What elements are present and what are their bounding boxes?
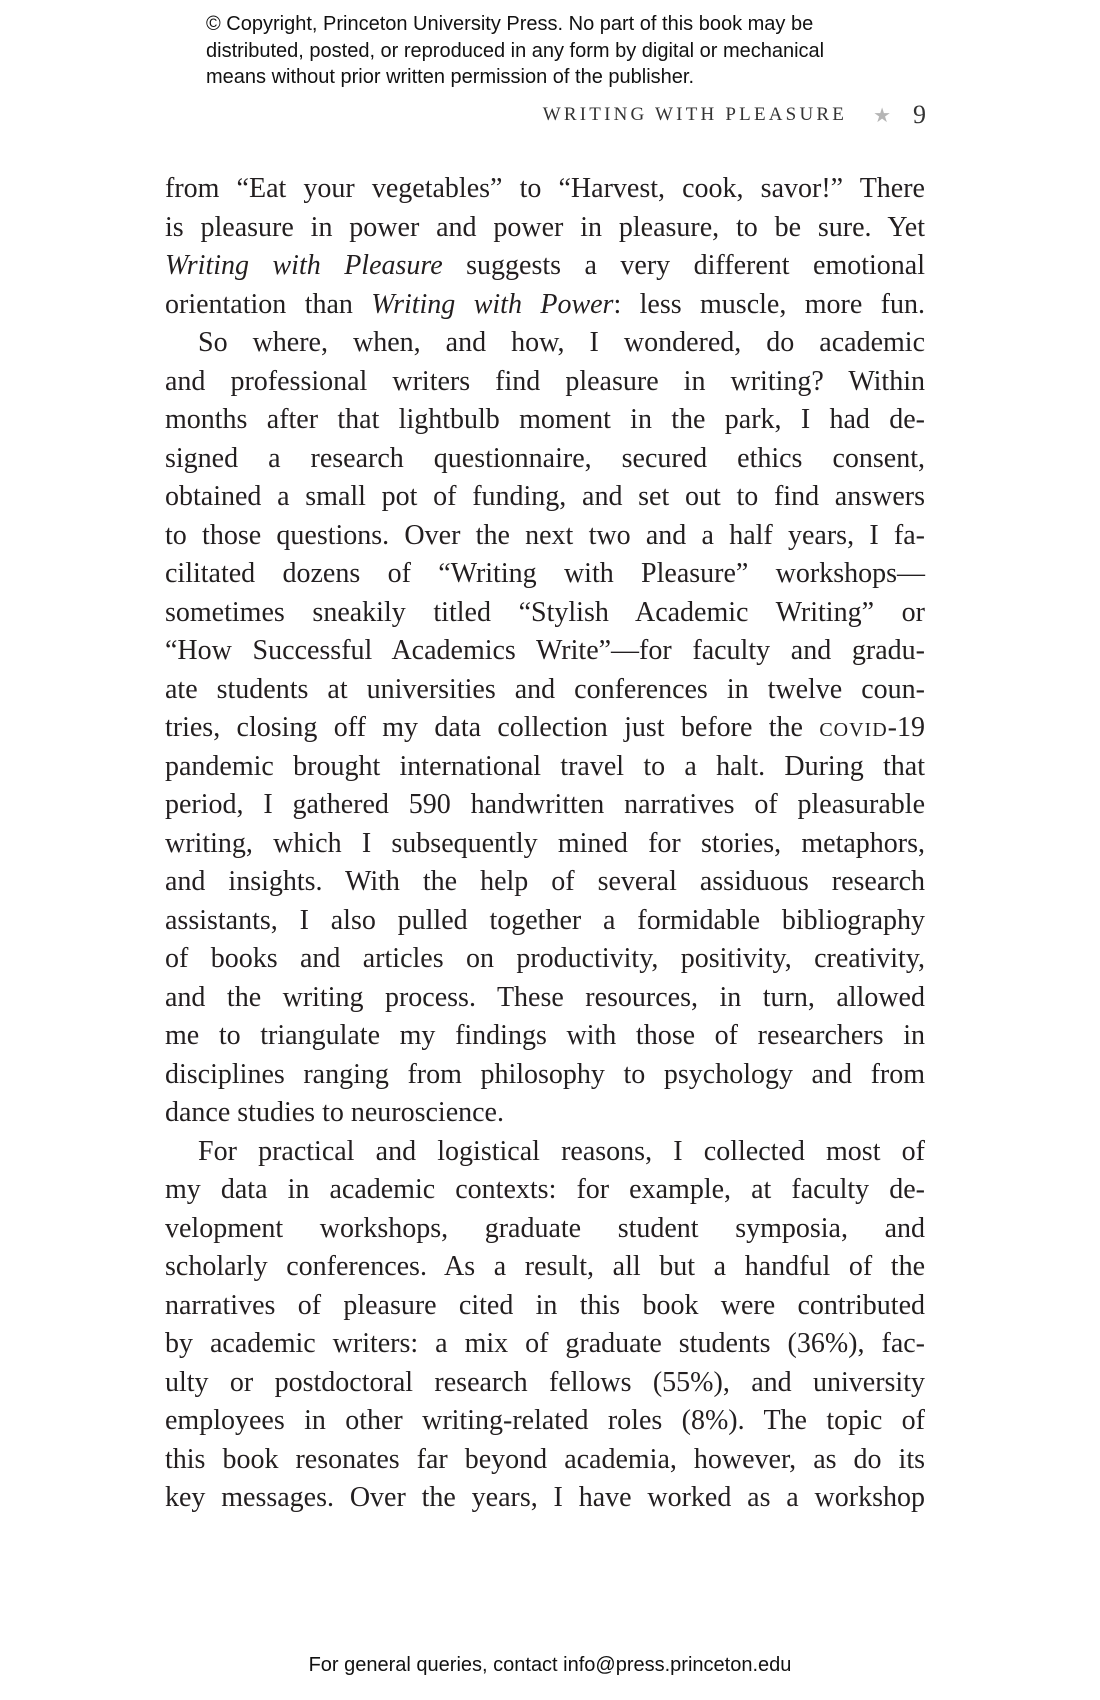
copyright-line: means without prior written permission of the publisher. [206,66,695,88]
text-line: key messages. Over the years, I have worked as a workshop [165,1482,925,1513]
text-line: “How Successful Academics Write”—for faculty and gradu- [165,635,925,666]
text-line: is pleasure in power and power in pleasure, to be sure. Yet [165,211,925,243]
text-line: velopment workshops, graduate student symposia, and [165,1212,925,1244]
text-line: of books and articles on productivity, positivity, creativity, [165,943,925,974]
text-segment: : less muscle, more fun. [613,288,925,320]
text-line: disciplines ranging from philosophy to psychology and from [165,1058,925,1090]
text-line: narratives of pleasure cited in this book were contributed [165,1289,925,1321]
text-line: sometimes sneakily titled “Stylish Academic Writing” or [165,596,925,628]
text-line: For practical and logistical reasons, I collected most of [198,1135,925,1167]
text-line [165,286,925,325]
book-title: Writing with Power [371,288,614,320]
text-line: to those questions. Over the next two and a half years, I fa- [165,519,925,551]
running-head [543,100,926,130]
text-line: scholarly conferences. As a result, all but a handful of the [165,1251,925,1282]
text-line: and the writing process. These resources, in turn, allowed [165,981,925,1013]
star-icon: ★ [873,104,891,127]
text-line: from “Eat your vegetables” to “Harvest, cook, savor!” There [165,173,925,204]
text-line: my data in academic contexts: for example, at faculty de- [165,1174,925,1205]
text-line: So where, when, and how, I wondered, do academic [198,327,925,358]
text-line: me to triangulate my findings with those of researchers in [165,1020,925,1051]
text-segment: tries, closing off my data collection just before the [165,712,820,743]
text-line: obtained a small pot of funding, and set out to find answers [165,481,925,512]
text-line: period, I gathered 590 handwritten narratives of pleasurable [165,789,925,820]
text-line: and professional writers find pleasure in writing? Within [165,365,925,397]
small-caps-term: covid [819,712,888,743]
text-line: by academic writers: a mix of graduate students (36%), fac- [165,1328,925,1359]
book-title: Writing with Pleasure [165,250,443,281]
text-line: writing, which I subsequently mined for stories, metaphors, [165,827,925,859]
text-line: ate students at universities and conferences in twelve coun- [165,673,925,705]
copyright-line: © Copyright, Princeton University Press. No part of this book may be [206,13,814,35]
copyright-notice [206,11,926,91]
text-segment: -19 [887,712,925,743]
text-line: and insights. With the help of several assiduous research [165,866,925,897]
text-line [165,709,925,748]
footer-contact: For general queries, contact info@press.princeton.edu [308,1654,792,1676]
text-line: cilitated dozens of “Writing with Pleasure” workshops— [165,558,925,589]
running-head-title: WRITING WITH PLEASURE [542,104,848,125]
text-line: months after that lightbulb moment in the park, I had de- [165,404,925,435]
text-line: employees in other writing-related roles (8%). The topic of [165,1405,925,1436]
page-number: 9 [913,100,926,129]
text-segment: suggests a very different emotional [442,250,925,281]
text-line: assistants, I also pulled together a formidable bibliography [165,904,925,936]
body-text [165,170,925,1518]
text-line: ulty or postdoctoral research fellows (55%), and university [165,1366,925,1398]
text-line: pandemic brought international travel to a halt. During that [165,750,925,782]
copyright-line: distributed, posted, or reproduced in any form by digital or mechanical [206,39,825,62]
text-line: this book resonates far beyond academia, however, as do its [165,1443,925,1475]
text-line: dance studies to neuroscience. [165,1097,504,1128]
text-line: signed a research questionnaire, secured ethics consent, [165,442,925,474]
text-line [165,247,925,286]
text-segment: orientation than [165,288,372,320]
